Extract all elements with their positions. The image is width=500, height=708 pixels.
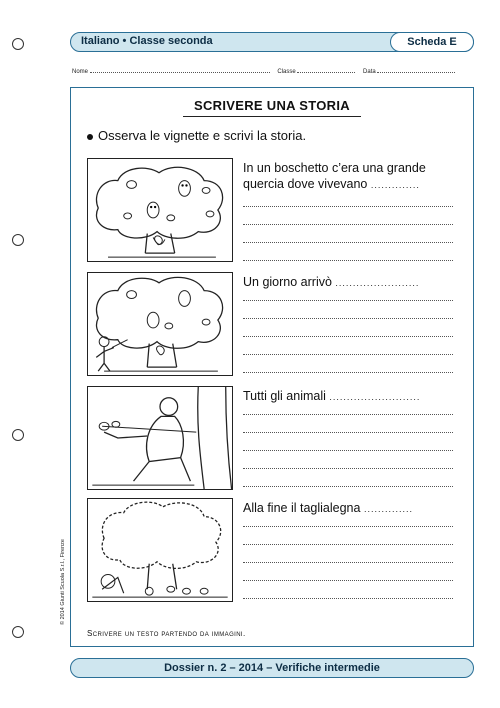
panel-1-writing-line-3[interactable] xyxy=(243,242,453,243)
panel-1-prompt xyxy=(243,160,459,193)
panel-2-writing-line-2[interactable] xyxy=(243,318,453,319)
panel-4-prompt xyxy=(243,500,459,517)
binder-hole-3 xyxy=(12,429,24,441)
worksheet-title: SCRIVERE UNA STORIA xyxy=(194,98,350,113)
sheet-label: Scheda E xyxy=(390,32,474,52)
panel-2-tail: ........................ xyxy=(335,278,420,288)
panel-3-prompt xyxy=(243,388,459,405)
panel-3-writing-line-2[interactable] xyxy=(243,432,453,433)
instruction-text: Osserva le vignette e scrivi la storia. xyxy=(98,128,307,143)
binder-hole-2 xyxy=(12,234,24,246)
panel-3-writing-line-5[interactable] xyxy=(243,486,453,487)
bullet-icon xyxy=(87,134,93,140)
panel-4-writing-line-2[interactable] xyxy=(243,544,453,545)
student-fields-row xyxy=(72,67,476,75)
panel-2-writing-line-5[interactable] xyxy=(243,372,453,373)
comic-panel-3 xyxy=(87,386,233,490)
class-label: Classe xyxy=(277,69,296,75)
panel-4-tail: .............. xyxy=(363,504,413,514)
comic-panel-1 xyxy=(87,158,233,262)
date-label: Data xyxy=(363,69,376,75)
binder-hole-1 xyxy=(12,38,24,50)
panel-4-writing-line-4[interactable] xyxy=(243,580,453,581)
comic-panel-2 xyxy=(87,272,233,376)
panel-3-writing-line-4[interactable] xyxy=(243,468,453,469)
tree-spared-illustration xyxy=(88,499,232,601)
header-bar xyxy=(70,32,474,52)
name-field[interactable] xyxy=(90,67,270,73)
panel-3-prompt-line1: Tutti gli animali xyxy=(243,389,326,403)
panel-1-writing-line-1[interactable] xyxy=(243,206,453,207)
panel-4-writing-line-3[interactable] xyxy=(243,562,453,563)
class-field[interactable] xyxy=(297,67,355,73)
oak-tree-birds-illustration xyxy=(88,159,232,261)
panel-4-writing-line-1[interactable] xyxy=(243,526,453,527)
footer-bar xyxy=(70,658,474,678)
panel-1-writing-line-2[interactable] xyxy=(243,224,453,225)
name-label: Nome xyxy=(72,69,89,75)
panel-2-prompt-line1: Un giorno arrivò xyxy=(243,275,332,289)
panel-2-prompt xyxy=(243,274,459,291)
copyright-notice: © 2014 Giunti Scuola S.r.l., Firenze xyxy=(60,539,66,625)
worksheet-card xyxy=(70,87,474,647)
comic-panel-4 xyxy=(87,498,233,602)
panel-4-writing-line-5[interactable] xyxy=(243,598,453,599)
date-field[interactable] xyxy=(377,67,455,73)
panel-1-prompt-line1: In un boschetto c’era una grande xyxy=(243,161,426,175)
panel-4-prompt-line1: Alla fine il taglialegna xyxy=(243,501,361,515)
panel-2-writing-line-3[interactable] xyxy=(243,336,453,337)
panel-2-writing-line-1[interactable] xyxy=(243,300,453,301)
footer-title: Dossier n. 2 – 2014 – Verifiche intermedie xyxy=(164,662,380,674)
woodcutter-sawing-illustration xyxy=(88,387,232,489)
panel-3-writing-line-1[interactable] xyxy=(243,414,453,415)
binder-hole-4 xyxy=(12,626,24,638)
title-underline xyxy=(183,116,361,117)
panel-2-writing-line-4[interactable] xyxy=(243,354,453,355)
skill-footnote: Scrivere un testo partendo da immagini. xyxy=(87,629,246,638)
hunter-arrives-illustration xyxy=(88,273,232,375)
panel-1-writing-line-4[interactable] xyxy=(243,260,453,261)
instruction xyxy=(87,128,306,143)
panel-1-tail: .............. xyxy=(370,180,420,190)
panel-3-tail: .......................... xyxy=(329,392,421,402)
panel-3-writing-line-3[interactable] xyxy=(243,450,453,451)
subject-label: Italiano • Classe seconda xyxy=(81,35,213,47)
panel-1-prompt-line2: quercia dove vivevano xyxy=(243,177,368,191)
